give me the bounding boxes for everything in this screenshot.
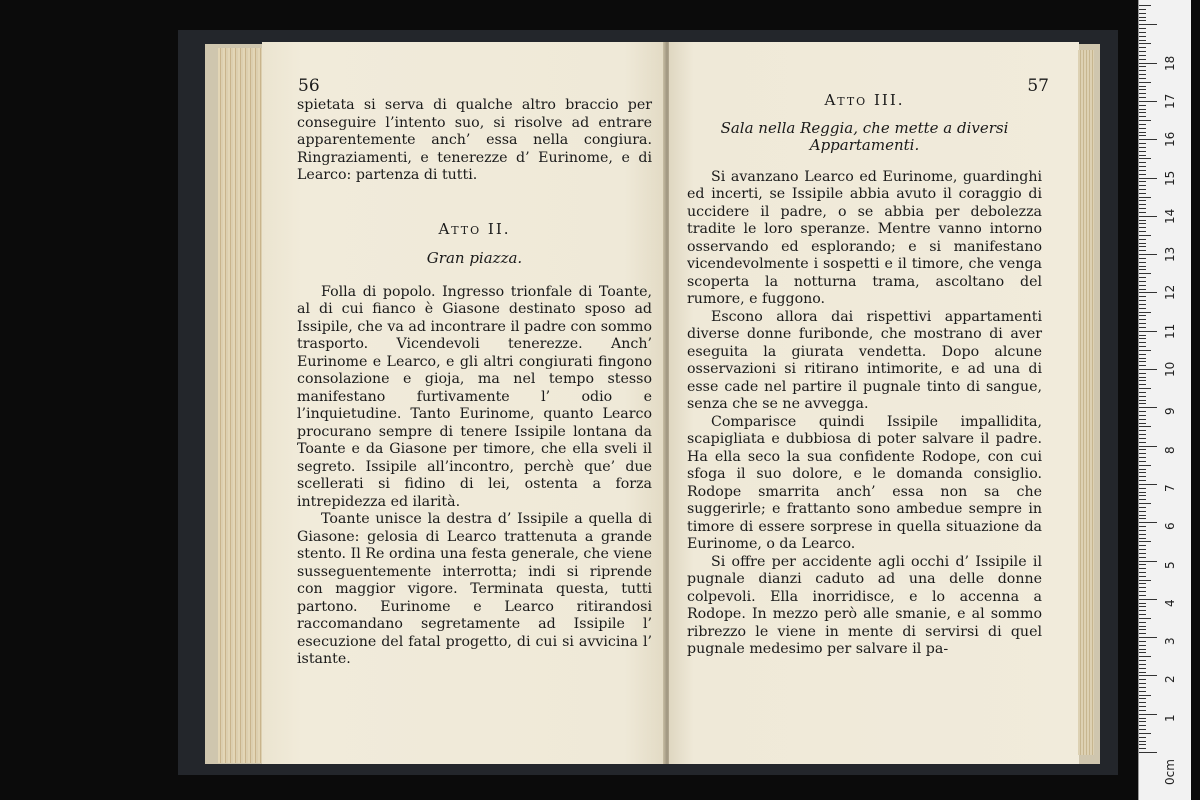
ruler-tick [1139,338,1146,339]
ruler-tick [1139,687,1146,688]
ruler-tick [1139,748,1146,749]
ruler-label: 6 [1163,522,1177,531]
ruler-tick [1139,568,1146,569]
ruler-tick [1139,189,1146,190]
ruler-tick [1139,63,1157,64]
ruler-tick [1139,664,1146,665]
ruler-tick [1139,706,1146,707]
ruler-tick [1139,668,1146,669]
ruler-tick [1139,204,1146,205]
ruler-tick [1139,587,1146,588]
ruler-tick [1139,744,1146,745]
ruler-tick [1139,380,1146,381]
page-number-left: 56 [298,76,320,96]
ruler-tick [1139,193,1146,194]
ruler-tick [1139,323,1146,324]
act-paragraph: Comparisce quindi Issipile impallidita, scapigliata e dubbiosa di poter salvare il padre. Ha ella seco la sua confidente Rodope, con cui sfoga il suo dolore, e le domanda consiglio. Rodope smarrita anch’ essa non sa che suggerirle; e frattanto sono ambedue sempre in timore di essere sorprese in quella situazione da Eurinome, o da Learco. [687,413,1042,552]
ruler-tick [1139,457,1146,458]
ruler-tick [1139,112,1146,113]
ruler-tick [1139,197,1151,198]
ruler-tick [1139,415,1146,416]
measurement-ruler [1138,0,1191,800]
ruler-tick [1139,683,1146,684]
act-paragraph: Si offre per accidente agli occhi d’ Issipile il pugnale dianzi caduto ad una delle donne colpevoli. Ella inorridisce, e lo accenna a Rodope. In mezzo però alle smanie, e al sommo ribrezzo le viene in mente di servirsi di quel pugnale medesimo per salvare il pa- [687,553,1042,657]
ruler-tick [1139,729,1146,730]
ruler-tick [1139,13,1146,14]
ruler-tick [1139,733,1151,734]
ruler-tick [1139,442,1146,443]
ruler-tick [1139,377,1146,378]
ruler-tick [1139,147,1146,148]
ruler-tick [1139,269,1146,270]
ruler-tick [1139,82,1151,83]
ruler-tick [1139,737,1146,738]
ruler-tick [1139,522,1157,523]
ruler-tick [1139,361,1146,362]
ruler-tick [1139,365,1146,366]
ruler-tick [1139,541,1151,542]
ruler-tick [1139,166,1146,167]
ruler-tick [1139,660,1146,661]
left-page [262,42,665,764]
ruler-unit-label: 0cm [1163,759,1177,785]
ruler-tick [1139,109,1146,110]
ruler-tick [1139,637,1157,638]
ruler-tick [1139,55,1146,56]
ruler-tick [1139,151,1146,152]
ruler-tick [1139,315,1146,316]
ruler-tick [1139,492,1146,493]
page-number-right: 57 [1027,76,1049,96]
ruler-tick [1139,292,1157,293]
ruler-label: 8 [1163,445,1177,454]
ruler-tick [1139,411,1146,412]
ruler-tick [1139,66,1146,67]
ruler-tick [1139,47,1146,48]
ruler-tick [1139,495,1146,496]
ruler-tick [1139,254,1157,255]
ruler-tick [1139,24,1157,25]
ruler-tick [1139,599,1157,600]
ruler-tick [1139,515,1146,516]
ruler-tick [1139,273,1151,274]
ruler-tick [1139,652,1146,653]
ruler-tick [1139,484,1157,485]
ruler-tick [1139,358,1146,359]
ruler-tick [1139,174,1146,175]
ruler-tick [1139,691,1146,692]
ruler-tick [1139,250,1146,251]
ruler-tick [1139,5,1151,6]
ruler-tick [1139,741,1146,742]
ruler-tick [1139,70,1146,71]
ruler-tick [1139,469,1146,470]
ruler-tick [1139,289,1146,290]
ruler-tick [1139,400,1146,401]
act-paragraph: Si avanzano Learco ed Eurinome, guardinghi ed incerti, se Issipile abbia avuto il coraggio di uccidere il padre, o se abbia per debolezza tradite le loro speranze. Mentre vanno intorno osservando ed esplorando; e si manifestano vicendevolmente i sospetti e il timore, che venga scoperta la notturna trama, ascoltano del rumore, e fuggono. [687,168,1042,307]
ruler-tick [1139,698,1146,699]
page-edges-right [1078,50,1094,755]
ruler-tick [1139,438,1146,439]
ruler-tick [1139,679,1146,680]
ruler-tick [1139,243,1146,244]
ruler-label: 10 [1163,361,1177,377]
ruler-label: 4 [1163,599,1177,607]
ruler-tick [1139,583,1146,584]
ruler-tick [1139,553,1146,554]
ruler-tick [1139,74,1146,75]
act-heading: Atto III. [824,91,905,109]
ruler-tick [1139,476,1146,477]
ruler-tick [1139,78,1146,79]
act-paragraph: Toante unisce la destra d’ Issipile a quella di Giasone: gelosia di Learco trattenuta a grande stento. Il Re ordina una festa generale, che viene susseguentemente interrotta; indi si riprende con maggior vigore. Terminata questa, tutti partono. Eurinome e Learco ritirandosi raccomandano segretamente ad Issipile l’ esecuzione del fatal progetto, di cui si avvicina l’ istante. [297,511,652,667]
ruler-tick [1139,392,1146,393]
ruler-tick [1139,304,1146,305]
ruler-tick [1139,342,1146,343]
ruler-tick [1139,220,1146,221]
ruler-tick [1139,534,1146,535]
ruler-tick [1139,572,1146,573]
ruler-tick [1139,629,1146,630]
ruler-tick [1139,43,1151,44]
ruler-tick [1139,335,1146,336]
left-page-text [297,97,652,669]
ruler-tick [1139,419,1146,420]
scene-title: Sala nella Reggia, che mette a diversi Appartamenti. [720,118,1009,154]
continued-paragraph: spietata si serva di qualche altro braccio per conseguire l’intento suo, si risolve ad entrare apparentemente anch’ essa nella congiura. Ringraziamenti, e tenerezze d’ Eurinome, e di Learco: partenza di tutti. [297,97,652,183]
ruler-tick [1139,36,1146,37]
ruler-tick [1139,223,1146,224]
ruler-tick [1139,346,1146,347]
ruler-tick [1139,503,1151,504]
ruler-tick [1139,645,1146,646]
ruler-tick [1139,143,1146,144]
ruler-tick [1139,499,1146,500]
ruler-tick [1139,580,1151,581]
ruler-tick [1139,446,1157,447]
ruler-tick [1139,51,1146,52]
ruler-tick [1139,319,1146,320]
ruler-label: 3 [1163,637,1177,646]
act-heading: Atto II. [438,219,511,238]
ruler-tick [1139,139,1157,140]
ruler-tick [1139,461,1146,462]
act-paragraph: Folla di popolo. Ingresso trionfale di Toante, al di cui fianco è Giasone destinato sposo ad Issipile, che va ad incontrare il padre con sommo trasporto. Vicendevoli tenerezze. Anch’ Eurinome e Learco, e gli altri congiurati fingono consolazione e gioja, ma nel tempo stesso manifestano furtivamente l’ odio e l’inquietudine. Tanto Eurinome, quanto Learco procurano sempre di tenere Issipile lontana da Toante e da Giasone per timore, che ella sveli il segreto. Issipile all’incontro, perchè que’ due scellerati si fidino di lei, ostenta a forza intrepidezza ed ilarità. [297,283,652,510]
ruler-tick [1139,208,1146,209]
ruler-tick [1139,434,1146,435]
ruler-label: 16 [1163,131,1177,148]
ruler-tick [1139,350,1151,351]
ruler-label: 11 [1163,323,1177,339]
ruler-tick [1139,423,1146,424]
ruler-tick [1139,312,1151,313]
ruler-tick [1139,618,1151,619]
ruler-tick [1139,453,1146,454]
ruler-label: 18 [1163,55,1177,71]
ruler-tick [1139,258,1146,259]
ruler-tick [1139,40,1146,41]
ruler-tick [1139,718,1146,719]
ruler-tick [1139,426,1151,427]
ruler-tick [1139,656,1151,657]
ruler-tick [1139,170,1146,171]
ruler-tick [1139,200,1146,201]
ruler-tick [1139,300,1146,301]
ruler-label: 5 [1163,560,1177,569]
ruler-tick [1139,384,1146,385]
ruler-tick [1139,32,1146,33]
ruler-tick [1139,331,1157,332]
ruler-tick [1139,158,1151,159]
ruler-tick [1139,595,1146,596]
scene-title: Gran piazza. [426,249,523,267]
ruler-label: 17 [1163,93,1177,109]
ruler-tick [1139,725,1146,726]
ruler-tick [1139,120,1151,121]
ruler-tick [1139,354,1146,355]
ruler-tick [1139,465,1151,466]
ruler-tick [1139,17,1146,18]
right-page [669,42,1079,764]
ruler-tick [1139,557,1146,558]
ruler-tick [1139,132,1146,133]
ruler-tick [1139,285,1146,286]
ruler-tick [1139,128,1146,129]
ruler-tick [1139,124,1146,125]
ruler-tick [1139,714,1157,715]
ruler-tick [1139,262,1146,263]
ruler-tick [1139,702,1146,703]
ruler-tick [1139,530,1146,531]
ruler-tick [1139,710,1146,711]
ruler-tick [1139,212,1146,213]
ruler-tick [1139,97,1146,98]
ruler-tick [1139,246,1146,247]
ruler-tick [1139,388,1151,389]
ruler-tick [1139,614,1146,615]
ruler-tick [1139,89,1146,90]
right-page-text [687,92,1042,659]
ruler-tick [1139,480,1146,481]
ruler-tick [1139,511,1146,512]
ruler-tick [1139,518,1146,519]
ruler-tick [1139,591,1146,592]
ruler-tick [1139,28,1146,29]
ruler-tick [1139,538,1146,539]
ruler-label: 1 [1163,714,1177,722]
ruler-label: 13 [1163,246,1177,263]
ruler-tick [1139,752,1157,753]
ruler-tick [1139,59,1146,60]
ruler-label: 12 [1163,285,1177,301]
ruler-tick [1139,576,1146,577]
ruler-tick [1139,633,1146,634]
ruler-tick [1139,675,1157,676]
ruler-tick [1139,239,1146,240]
ruler-tick [1139,407,1157,408]
ruler-tick [1139,373,1146,374]
ruler-tick [1139,430,1146,431]
ruler-tick [1139,610,1146,611]
ruler-tick [1139,649,1146,650]
ruler-tick [1139,308,1146,309]
ruler-tick [1139,526,1146,527]
ruler-tick [1139,227,1146,228]
ruler-tick [1139,9,1146,10]
ruler-tick [1139,695,1151,696]
ruler-tick [1139,641,1146,642]
ruler-tick [1139,449,1146,450]
ruler-tick [1139,181,1146,182]
ruler-tick [1139,626,1146,627]
ruler-tick [1139,507,1146,508]
ruler-label: 15 [1163,170,1177,186]
ruler-tick [1139,672,1146,673]
ruler-tick [1139,20,1146,21]
ruler-tick [1139,396,1146,397]
ruler-label: 7 [1163,484,1177,492]
ruler-tick [1139,135,1146,136]
ruler-tick [1139,472,1146,473]
ruler-tick [1139,105,1146,106]
ruler-tick [1139,545,1146,546]
ruler-label: 14 [1163,208,1177,224]
ruler-tick [1139,235,1151,236]
ruler-tick [1139,216,1157,217]
ruler-tick [1139,281,1146,282]
ruler-label: 9 [1163,407,1177,416]
ruler-tick [1139,606,1146,607]
ruler-tick [1139,116,1146,117]
ruler-label: 2 [1163,675,1177,684]
ruler-tick [1139,296,1146,297]
act-paragraph: Escono allora dai rispettivi appartamenti diverse donne furibonde, che mostrano di aver eseguita la giurata vendetta. Dopo alcune osservazioni si ritirano intimorite, e ad una di esse cade nel partire il pugnale tinto di sangue, senza che se ne avvegga. [687,308,1042,412]
ruler-tick [1139,369,1157,370]
ruler-tick [1139,155,1146,156]
ruler-tick [1139,622,1146,623]
ruler-tick [1139,564,1146,565]
ruler-tick [1139,231,1146,232]
ruler-tick [1139,185,1146,186]
ruler-tick [1139,101,1157,102]
ruler-tick [1139,403,1146,404]
ruler-tick [1139,327,1146,328]
ruler-tick [1139,721,1146,722]
ruler-tick [1139,162,1146,163]
ruler-tick [1139,178,1157,179]
ruler-tick [1139,86,1146,87]
ruler-tick [1139,266,1146,267]
ruler-tick [1139,561,1157,562]
ruler-tick [1139,277,1146,278]
ruler-tick [1139,488,1146,489]
ruler-tick [1139,93,1146,94]
ruler-tick [1139,549,1146,550]
ruler-tick [1139,603,1146,604]
